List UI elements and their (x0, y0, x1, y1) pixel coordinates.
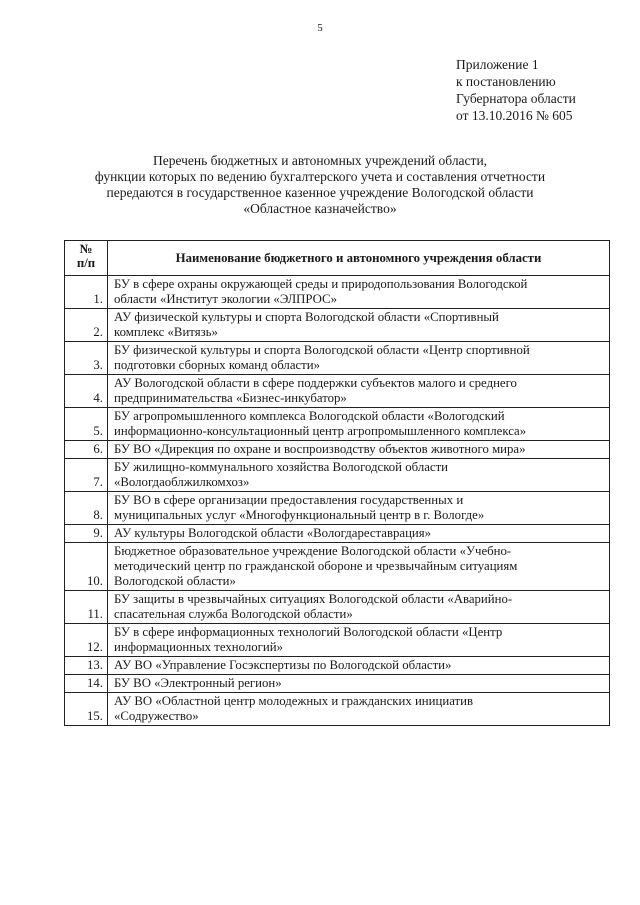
row-number: 11. (65, 591, 108, 624)
institution-name-line: АУ физической культуры и спорта Вологодской области «Спортивный (114, 310, 499, 324)
institution-name-line: комплекс «Витязь» (114, 325, 218, 339)
table-body (65, 276, 610, 726)
row-number: 7. (65, 459, 108, 492)
institution-name (108, 591, 610, 624)
title-line: «Областное казначейство» (243, 201, 397, 216)
institution-name (108, 408, 610, 441)
institution-name-line: АУ ВО «Областной центр молодежных и гражданских инициатив (114, 694, 474, 708)
institution-name-line: БУ в сфере охраны окружающей среды и природопользования Вологодской (114, 277, 528, 291)
institution-name-line: муниципальных услуг «Многофункциональный центр в г. Вологде» (114, 508, 485, 522)
table-row (65, 459, 610, 492)
row-number: 15. (65, 693, 108, 726)
row-number: 5. (65, 408, 108, 441)
table-header-row (65, 241, 610, 276)
institution-name-line: Вологодской области» (114, 574, 236, 588)
institution-name-line: Бюджетное образовательное учреждение Вологодской области «Учебно- (114, 544, 512, 558)
row-number: 12. (65, 624, 108, 657)
institution-name (108, 525, 610, 543)
number-column-header (65, 241, 108, 276)
row-number: 9. (65, 525, 108, 543)
institution-name (108, 276, 610, 309)
institution-name-line: АУ культуры Вологодской области «Вологдареставрация» (114, 526, 432, 540)
institution-name-line: БУ в сфере информационных технологий Вологодской области «Центр (114, 625, 503, 639)
table-row (65, 543, 610, 591)
table-row (65, 309, 610, 342)
appendix-line: к постановлению (456, 74, 556, 89)
institution-name-line: «Вологдаоблжилкомхоз» (114, 475, 250, 489)
table-row (65, 375, 610, 408)
institution-name-line: БУ агропромышленного комплекса Вологодской области «Вологодский (114, 409, 505, 423)
table-row (65, 276, 610, 309)
institution-name (108, 543, 610, 591)
institution-name (108, 675, 610, 693)
number-header-symbol: № (79, 242, 93, 256)
row-number: 10. (65, 543, 108, 591)
row-number: 3. (65, 342, 108, 375)
appendix-line: Губернатора области (456, 91, 576, 106)
number-header-abbr: п/п (76, 256, 96, 270)
institution-name (108, 657, 610, 675)
institution-name (108, 375, 610, 408)
institution-name (108, 624, 610, 657)
institution-name-line: информационных технологий» (114, 640, 283, 654)
row-number: 6. (65, 441, 108, 459)
table-row (65, 408, 610, 441)
table-row (65, 342, 610, 375)
institution-name-line: БУ ВО «Дирекция по охране и воспроизводству объектов животного мира» (114, 442, 526, 456)
row-number: 14. (65, 675, 108, 693)
institution-name-line: «Содружество» (114, 709, 199, 723)
institution-name-line: БУ ВО в сфере организации предоставления государственных и (114, 493, 464, 507)
appendix-line: Приложение 1 (456, 57, 539, 72)
institution-name (108, 342, 610, 375)
title-line: функции которых по ведению бухгалтерского учета и составления отчетности (94, 169, 546, 184)
institution-name (108, 441, 610, 459)
document-title (40, 153, 600, 217)
table-row (65, 525, 610, 543)
institution-name-line: БУ физической культуры и спорта Вологодской области «Центр спортивной (114, 343, 530, 357)
page-number: 5 (317, 22, 323, 34)
institution-name (108, 459, 610, 492)
table-row (65, 693, 610, 726)
institution-name (108, 309, 610, 342)
table-row (65, 657, 610, 675)
institution-name-line: АУ ВО «Управление Госэкспертизы по Вологодской области» (114, 658, 452, 672)
row-number: 4. (65, 375, 108, 408)
institution-name (108, 693, 610, 726)
row-number: 13. (65, 657, 108, 675)
title-line: передаются в государственное казенное учреждение Вологодской области (106, 185, 534, 200)
table-row (65, 492, 610, 525)
table-row (65, 441, 610, 459)
row-number: 8. (65, 492, 108, 525)
institutions-table (64, 240, 610, 726)
institution-name-line: информационно-консультационный центр агропромышленного комплекса» (114, 424, 527, 438)
institution-name (108, 492, 610, 525)
table-row (65, 624, 610, 657)
institution-name-line: области «Институт экологии «ЭЛПРОС» (114, 292, 337, 306)
name-column-header: Наименование бюджетного и автономного учреждения области (108, 241, 610, 276)
institution-name-line: методический центр по гражданской обороне и чрезвычайным ситуациям (114, 559, 518, 573)
table-row (65, 675, 610, 693)
institution-name-line: АУ Вологодской области в сфере поддержки субъектов малого и среднего (114, 376, 517, 390)
institution-name-line: спасательная служба Вологодской области» (114, 607, 353, 621)
institution-name-line: БУ ВО «Электронный регион» (114, 676, 282, 690)
table-row (65, 591, 610, 624)
title-line: Перечень бюджетных и автономных учреждений области, (152, 153, 488, 168)
institution-name-line: БУ защиты в чрезвычайных ситуациях Вологодской области «Аварийно- (114, 592, 513, 606)
institution-name-line: предпринимательства «Бизнес-инкубатор» (114, 391, 347, 405)
institution-name-line: подготовки сборных команд области» (114, 358, 321, 372)
row-number: 1. (65, 276, 108, 309)
appendix-block (456, 56, 576, 124)
appendix-line: от 13.10.2016 № 605 (456, 108, 573, 123)
institution-name-line: БУ жилищно-коммунального хозяйства Вологодской области (114, 460, 449, 474)
row-number: 2. (65, 309, 108, 342)
